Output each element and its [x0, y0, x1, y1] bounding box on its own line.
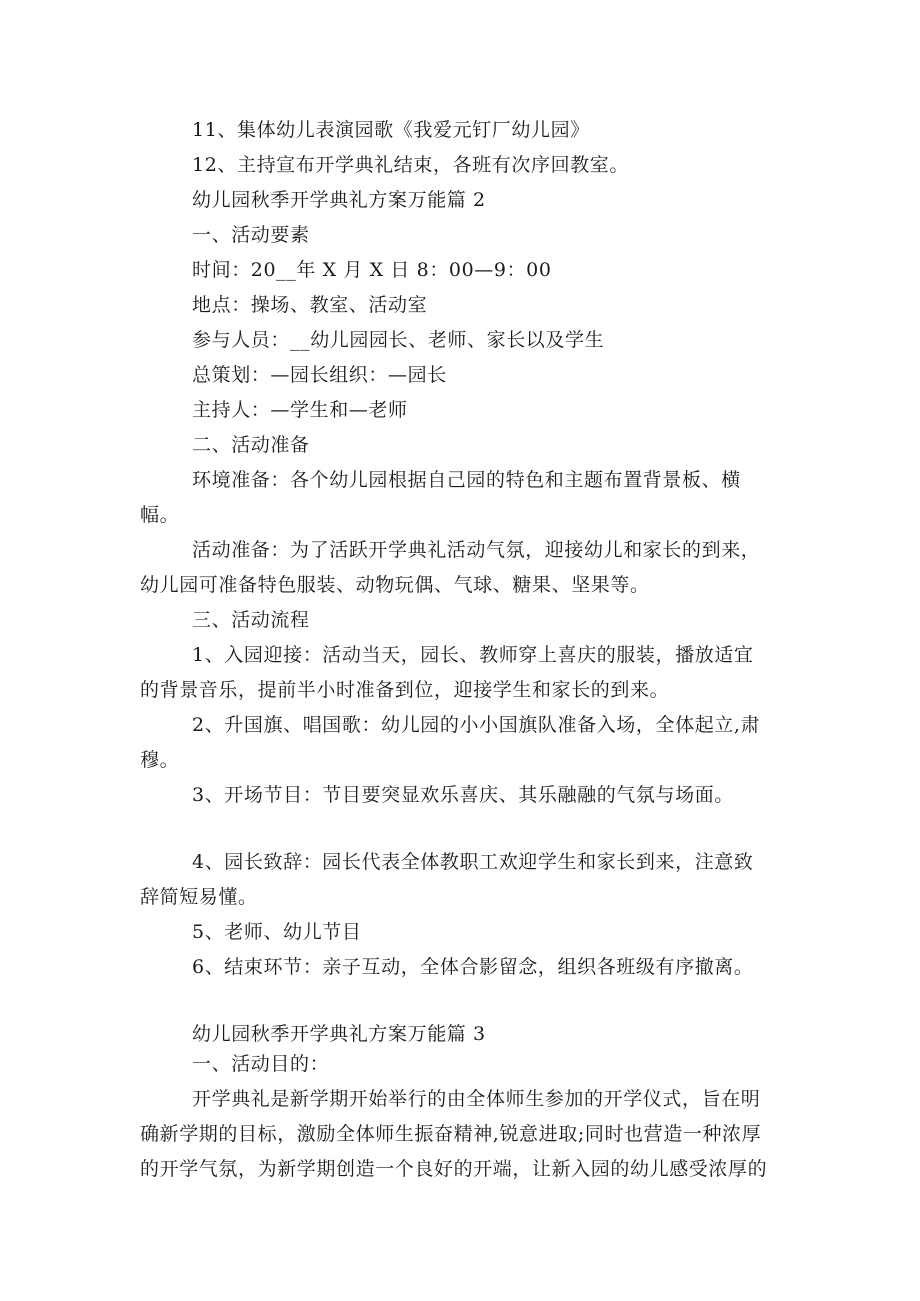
item-12: 12、主持宣布开学典礼结束，各班有次序回教室。 [192, 154, 629, 176]
heading-activity-elements: 一、活动要素 [192, 224, 310, 246]
activity-prep-line-2: 幼儿园可准备特色服装、动物玩偶、气球、糖果、坚果等。 [140, 574, 650, 596]
section-title-2: 幼儿园秋季开学典礼方案万能篇 2 [192, 189, 486, 211]
environment-prep-line-2: 幅。 [140, 504, 180, 526]
step-5-line: 5、老师、幼儿节目 [192, 921, 362, 943]
heading-activity-process: 三、活动流程 [192, 609, 310, 631]
environment-prep-line-1: 环境准备：各个幼儿园根据自己园的特色和主题布置背景板、横 [192, 469, 741, 491]
heading-activity-purpose: 一、活动目的： [192, 1053, 330, 1075]
step-3-line: 3、开场节目：节目要突显欢乐喜庆、其乐融融的气氛与场面。 [192, 784, 734, 806]
location-line: 地点：操场、教室、活动室 [192, 294, 428, 316]
planner-line: 总策划：—园长组织：—园长 [192, 364, 447, 386]
activity-prep-line-1: 活动准备：为了活跃开学典礼活动气氛，迎接幼儿和家长的到来， [192, 539, 761, 561]
section-title-3: 幼儿园秋季开学典礼方案万能篇 3 [192, 1023, 486, 1045]
heading-activity-preparation: 二、活动准备 [192, 434, 310, 456]
step-2-line-2: 穆。 [140, 749, 180, 771]
purpose-line-3: 的开学气氛，为新学期创造一个良好的开端，让新入园的幼儿感受浓厚的 [140, 1158, 768, 1180]
time-line: 时间：20__年 X 月 X 日 8：00—9：00 [192, 259, 552, 281]
step-2-line-1: 2、升国旗、唱国歌：幼儿园的小小国旗队准备入场，全体起立,肃 [192, 714, 761, 736]
purpose-line-2: 确新学期的目标，激励全体师生振奋精神,锐意进取;同时也营造一种浓厚 [140, 1123, 762, 1145]
step-1-line-2: 的背景音乐，提前半小时准备到位，迎接学生和家长的到来。 [140, 679, 670, 701]
step-1-line-1: 1、入园迎接：活动当天，园长、教师穿上喜庆的服装，播放适宜 [192, 644, 754, 666]
step-6-line: 6、结束环节：亲子互动，全体合影留念，组织各班级有序撤离。 [192, 956, 754, 978]
item-11: 11、集体幼儿表演园歌《我爱元钉厂幼儿园》 [192, 119, 590, 141]
step-4-line-2: 辞简短易懂。 [140, 886, 258, 908]
step-4-line-1: 4、园长致辞：园长代表全体教职工欢迎学生和家长到来，注意致 [192, 851, 754, 873]
purpose-line-1: 开学典礼是新学期开始举行的由全体师生参加的开学仪式，旨在明 [192, 1088, 761, 1110]
host-line: 主持人：—学生和—老师 [192, 399, 408, 421]
participants-line: 参与人员：__幼儿园园长、老师、家长以及学生 [192, 329, 605, 351]
